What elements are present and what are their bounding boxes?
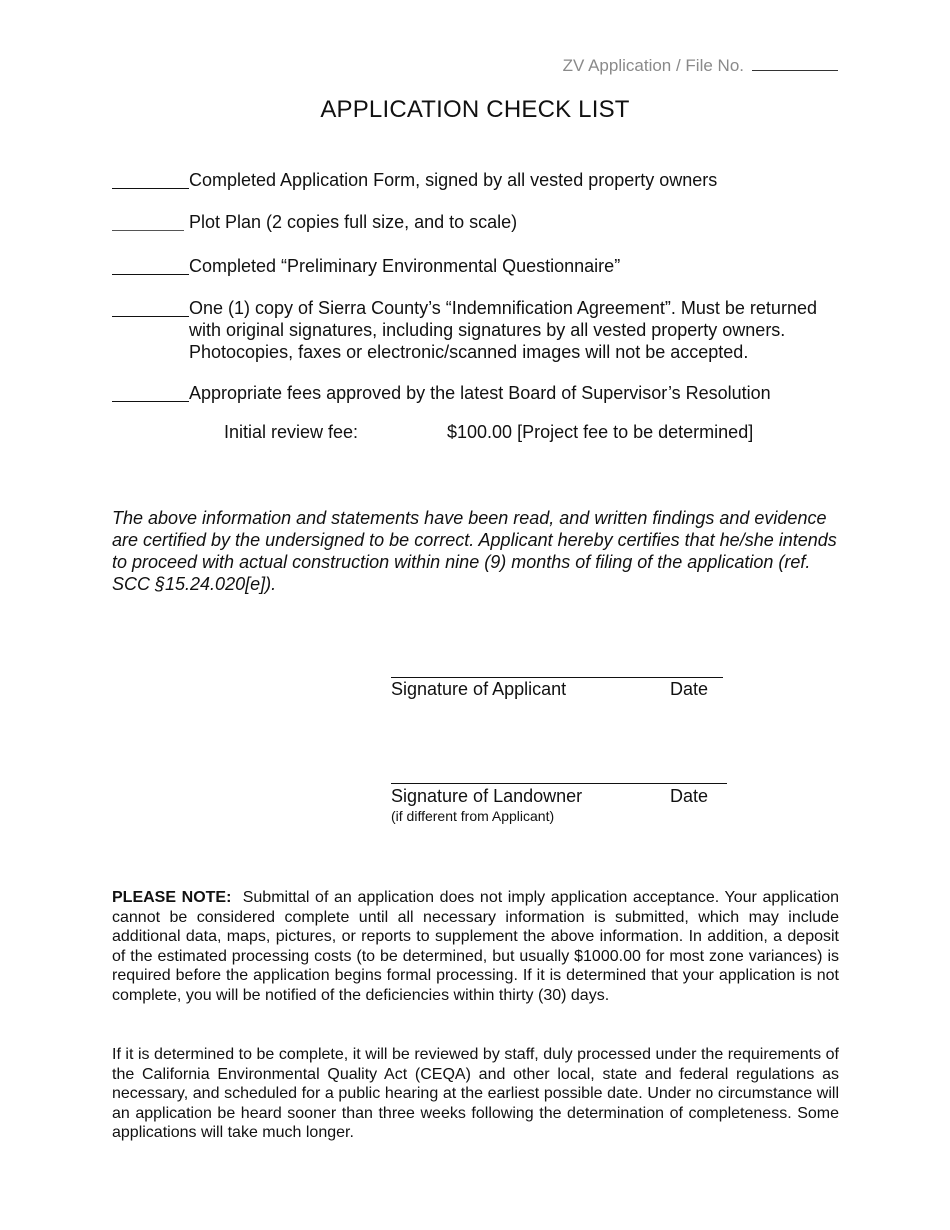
checklist-item-text: Plot Plan (2 copies full size, and to scale) <box>189 212 518 232</box>
file-number-label: ZV Application / File No. <box>562 56 744 75</box>
completeness-paragraph: If it is determined to be complete, it will be reviewed by staff, duly processed under the requirements of the California Environmental Quality Act (CEQA) and other local, state and federal regulations as necessary, and scheduled for a public hearing at the earliest possible date. Under no circumstance will an application be heard sooner than three weeks following the determination of completeness. Some applications will take much longer. <box>112 1046 839 1142</box>
checklist-item-text: Completed “Preliminary Environmental Questionnaire” <box>189 256 621 276</box>
fee-value: $100.00 [Project fee to be determined] <box>447 422 754 442</box>
checklist-blank[interactable] <box>112 211 184 231</box>
checklist-item-text: One (1) copy of Sierra County’s “Indemnification Agreement”. Must be returned with original signatures, including signatures by all vested property owners. Photocopies, faxes or electronic/scanned images will not be accepted. <box>189 298 817 362</box>
landowner-signature-label: Signature of Landowner <box>391 786 583 806</box>
file-number-field <box>563 56 838 76</box>
checklist-blank[interactable] <box>112 382 189 402</box>
checklist-item-text: Appropriate fees approved by the latest Board of Supervisor’s Resolution <box>189 383 771 403</box>
checklist-blank[interactable] <box>112 255 189 275</box>
certification-statement: The above information and statements have been read, and written findings and evidence are certified by the undersigned to be correct. Applicant hereby certifies that he/she intends to proceed with actual construction within nine (9) months of filing of the application (ref. SCC §15.24.020[e]). <box>112 508 837 594</box>
page-title: APPLICATION CHECK LIST <box>320 96 630 123</box>
checklist-item <box>112 211 852 233</box>
file-number-blank[interactable] <box>752 56 838 71</box>
landowner-signature-line[interactable] <box>391 783 727 784</box>
landowner-date-label: Date <box>670 786 709 806</box>
checklist-blank[interactable] <box>112 297 189 317</box>
checklist-item-text: Completed Application Form, signed by all vested property owners <box>189 170 718 190</box>
checklist-item <box>112 169 852 191</box>
checklist-item <box>112 382 852 404</box>
landowner-note: (if different from Applicant) <box>391 808 555 824</box>
please-note-text: Submittal of an application does not imply application acceptance. Your application cannot be considered complete until all necessary information is submitted, which may include additional data, maps, pictures, or reports to supplement the above information. In addition, a deposit of the estimated processing costs (to be determined, but usually $1000.00 for most zone variances) is required before the application begins formal processing. If it is determined that your application is not complete, you will be notified of the deficiencies within thirty (30) days. <box>112 889 840 1004</box>
please-note-heading: PLEASE NOTE: <box>112 889 232 906</box>
checklist-item <box>112 297 852 363</box>
checklist-blank[interactable] <box>112 169 189 189</box>
applicant-signature-line[interactable] <box>391 677 723 678</box>
checklist-item <box>112 255 852 277</box>
applicant-date-label: Date <box>670 679 709 699</box>
applicant-signature-label: Signature of Applicant <box>391 679 567 699</box>
please-note-paragraph <box>112 888 839 1006</box>
fee-label: Initial review fee: <box>224 422 359 442</box>
